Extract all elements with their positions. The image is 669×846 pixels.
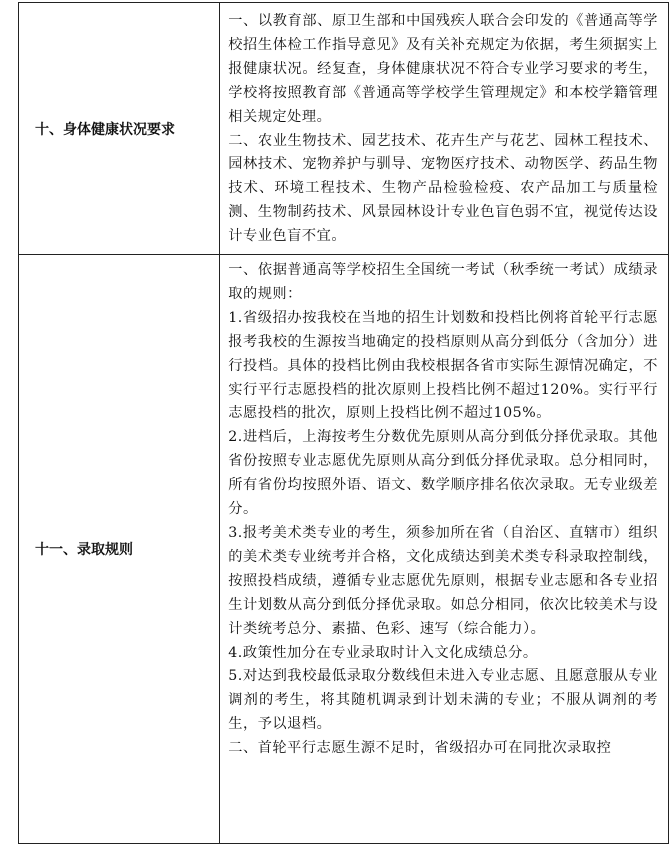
admission-rules-table [18,2,669,844]
row-heading-health: 十、身体健康状况要求 [19,3,220,255]
row-heading-admission: 十一、录取规则 [19,255,220,844]
paragraph: 二、首轮平行志愿生源不足时，省级招办可在同批次录取控 [228,740,612,757]
paragraph: 2.进档后，上海按考生分数优先原则从高分到低分择优录取。其他省份按照专业志愿优先原则从高分到低分择优录取。总分相同时，所有省份均按照外语、语文、数学顺序排名依次录取。无专业级差分。 [228,429,658,518]
paragraph: 1.省级招办按我校在当地的招生计划数和投档比例将首轮平行志愿报考我校的生源按当地确定的投档原则从高分到低分（含加分）进行投档。具体的投档比例由我校根据各省市实际生源情况确定，不实行平行志愿投档的批次原则上投档比例不超过120%。实行平行志愿投档的批次，原则上投档比例不超过105%。 [228,309,658,422]
paragraph: 二、农业生物技术、园艺技术、花卉生产与花艺、园林工程技术、园林技术、宠物养护与驯导、宠物医疗技术、动物医学、药品生物技术、环境工程技术、生物产品检验检疫、农产品加工与质量检测、生物制药技术、风景园林设计专业色盲色弱不宜，视觉传达设计专业色盲不宜。 [228,132,658,245]
paragraph: 4.政策性加分在专业录取时计入文化成绩总分。 [228,644,538,661]
paragraph: 一、以教育部、原卫生部和中国残疾人联合会印发的《普通高等学校招生体检工作指导意见》及有关补充规定为依据，考生须据实上报健康状况。经复查，身体健康状况不符合专业学习要求的考生，学校将按照教育部《普通高等学校学生管理规定》和本校学籍管理相关规定处理。 [228,13,658,125]
paragraph: 5.对达到我校最低录取分数线但未进入专业志愿、且愿意服从专业调剂的考生，将其随机调录到计划未满的专业；不服从调剂的考生，予以退档。 [228,668,658,733]
paragraph: 3.报考美术类专业的考生，须参加所在省（自治区、直辖市）组织的美术类专业统考并合格，文化成绩达到美术类专科录取控制线，按照投档成绩，遵循专业志愿优先原则，根据专业志愿和各专业招生计划数从高分到低分择优录取。如总分相同，依次比较美术与设计类统考总分、素描、色彩、速写（综合能力）。 [228,524,658,637]
paragraph: 一、依据普通高等学校招生全国统一考试（秋季统一考试）成绩录取的规则： [228,262,658,302]
table-row-health [19,3,669,255]
table-row-admission [19,255,669,844]
row-content-health [220,3,669,255]
row-content-admission [220,255,669,844]
